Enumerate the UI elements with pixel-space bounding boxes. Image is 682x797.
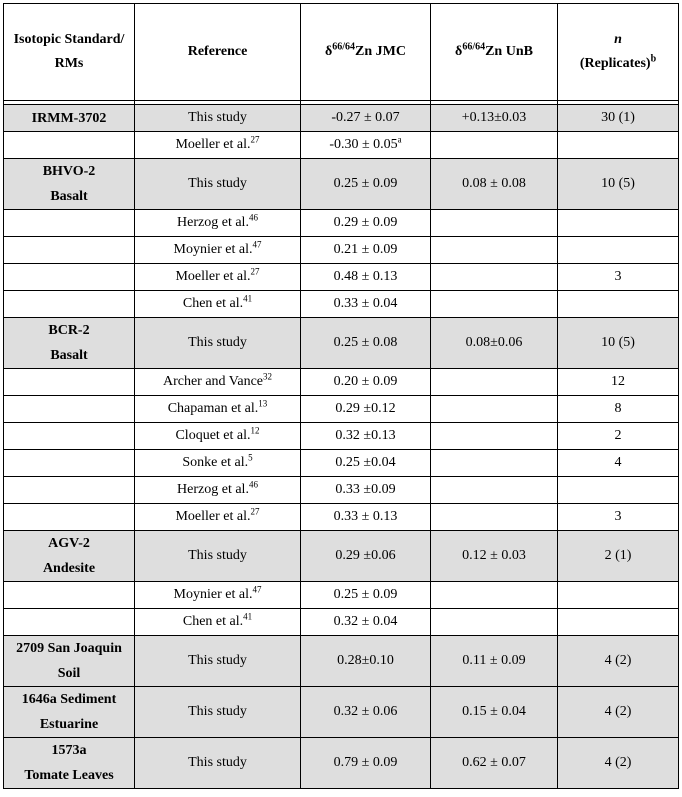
jmc-text: 0.29 ±0.06 xyxy=(335,548,396,563)
jmc-value xyxy=(301,318,431,369)
standard-name xyxy=(4,450,135,477)
reference-text: Moeller et al. xyxy=(175,137,251,152)
reference-citation: 41 xyxy=(243,611,253,622)
reference-text: Moeller et al. xyxy=(175,269,251,284)
jmc-text: 0.25 ± 0.09 xyxy=(333,176,398,191)
jmc-value xyxy=(301,264,431,291)
header-row xyxy=(4,4,679,101)
standard-name-line: Estuarine xyxy=(39,717,99,732)
jmc-text: 0.21 ± 0.09 xyxy=(333,242,398,257)
replicates-value xyxy=(558,291,679,318)
standard-name xyxy=(4,609,135,636)
replicates-value xyxy=(558,609,679,636)
unb-value xyxy=(431,396,558,423)
unb-value xyxy=(431,291,558,318)
jmc-value xyxy=(301,105,431,132)
header-unb-post: Zn UnB xyxy=(485,44,533,59)
jmc-text: 0.79 ± 0.09 xyxy=(333,755,398,770)
unb-value xyxy=(431,582,558,609)
standard-name xyxy=(4,582,135,609)
unb-value: 0.08±0.06 xyxy=(431,318,558,369)
reference-text: This study xyxy=(188,704,247,719)
jmc-value xyxy=(301,531,431,582)
table-row xyxy=(4,264,679,291)
replicates-value: 4 (2) xyxy=(558,636,679,687)
table-row xyxy=(4,609,679,636)
table-row xyxy=(4,477,679,504)
reference-cell xyxy=(135,105,301,132)
reference-citation: 12 xyxy=(250,425,260,436)
jmc-text: 0.25 ± 0.08 xyxy=(333,335,398,350)
reference-cell xyxy=(135,396,301,423)
reference-cell xyxy=(135,687,301,738)
reference-text: This study xyxy=(188,653,247,668)
jmc-text: 0.33 ± 0.04 xyxy=(333,296,398,311)
standard-name xyxy=(4,291,135,318)
unb-value: +0.13±0.03 xyxy=(431,105,558,132)
unb-value xyxy=(431,477,558,504)
header-replicates xyxy=(558,4,679,101)
reference-text: Chapaman et al. xyxy=(167,401,259,416)
table-row xyxy=(4,369,679,396)
header-unb-sup: 66/64 xyxy=(462,41,486,53)
reference-citation: 46 xyxy=(248,479,258,490)
replicates-value: 10 (5) xyxy=(558,318,679,369)
jmc-value xyxy=(301,132,431,159)
table-row xyxy=(4,423,679,450)
reference-citation: 41 xyxy=(243,293,253,304)
jmc-text: 0.48 ± 0.13 xyxy=(333,269,398,284)
standard-name xyxy=(4,504,135,531)
unb-value: 0.11 ± 0.09 xyxy=(431,636,558,687)
reference-cell xyxy=(135,504,301,531)
replicates-value: 8 xyxy=(558,396,679,423)
standard-name xyxy=(4,210,135,237)
standard-name xyxy=(4,477,135,504)
standard-name-line: BHVO-2 xyxy=(42,164,96,179)
reference-text: Cloquet et al. xyxy=(175,428,251,443)
reference-cell xyxy=(135,609,301,636)
jmc-text: -0.30 ± 0.05 xyxy=(329,137,398,152)
unb-value: 0.12 ± 0.03 xyxy=(431,531,558,582)
replicates-value xyxy=(558,210,679,237)
jmc-value xyxy=(301,477,431,504)
unb-value xyxy=(431,423,558,450)
isotope-table xyxy=(3,3,679,789)
header-standard xyxy=(4,4,135,101)
reference-text: Archer and Vance xyxy=(162,374,264,389)
reference-citation: 27 xyxy=(250,506,260,517)
reference-citation: 13 xyxy=(258,398,268,409)
table-row xyxy=(4,738,679,789)
reference-citation: 27 xyxy=(250,134,260,145)
table-row xyxy=(4,450,679,477)
unb-value xyxy=(431,210,558,237)
jmc-value xyxy=(301,738,431,789)
standard-name xyxy=(4,264,135,291)
reference-cell xyxy=(135,369,301,396)
standard-name xyxy=(4,423,135,450)
standard-name xyxy=(4,738,135,789)
header-jmc-post: Zn JMC xyxy=(355,44,406,59)
standard-name-line: Andesite xyxy=(42,561,96,576)
jmc-text: 0.32 ± 0.06 xyxy=(333,704,398,719)
jmc-value xyxy=(301,450,431,477)
reference-cell xyxy=(135,132,301,159)
replicates-value xyxy=(558,477,679,504)
jmc-value xyxy=(301,396,431,423)
jmc-text: 0.25 ±0.04 xyxy=(335,455,396,470)
replicates-value: 4 (2) xyxy=(558,738,679,789)
jmc-value xyxy=(301,687,431,738)
replicates-value: 30 (1) xyxy=(558,105,679,132)
jmc-text: 0.33 ± 0.13 xyxy=(333,509,398,524)
jmc-text: 0.25 ± 0.09 xyxy=(333,587,398,602)
jmc-value xyxy=(301,423,431,450)
replicates-value: 3 xyxy=(558,504,679,531)
reference-text: Chen et al. xyxy=(182,614,244,629)
unb-value xyxy=(431,504,558,531)
unb-value: 0.08 ± 0.08 xyxy=(431,159,558,210)
reference-text: This study xyxy=(188,335,247,350)
table-row xyxy=(4,105,679,132)
header-n: n xyxy=(614,32,622,47)
table-row xyxy=(4,132,679,159)
jmc-value xyxy=(301,237,431,264)
replicates-value: 10 (5) xyxy=(558,159,679,210)
standard-name xyxy=(4,318,135,369)
header-replicates-label: (Replicates) xyxy=(579,56,651,71)
reference-cell xyxy=(135,450,301,477)
standard-name-line: Basalt xyxy=(50,189,88,204)
jmc-text: 0.29 ± 0.09 xyxy=(333,215,398,230)
reference-text: Moynier et al. xyxy=(173,242,253,257)
reference-text: Herzog et al. xyxy=(177,482,249,497)
table-row xyxy=(4,582,679,609)
reference-citation: 5 xyxy=(248,452,253,463)
jmc-text: -0.27 ± 0.07 xyxy=(331,110,400,125)
reference-cell xyxy=(135,237,301,264)
standard-name xyxy=(4,132,135,159)
standard-name-line: AGV-2 xyxy=(48,536,90,551)
reference-cell xyxy=(135,318,301,369)
reference-text: This study xyxy=(188,176,247,191)
header-standard-line2: RMs xyxy=(54,56,84,71)
jmc-text: 0.32 ± 0.04 xyxy=(333,614,398,629)
unb-value xyxy=(431,237,558,264)
table-row xyxy=(4,210,679,237)
reference-text: Chen et al. xyxy=(182,296,244,311)
standard-name-line: 1573a xyxy=(51,743,87,758)
standard-name xyxy=(4,531,135,582)
jmc-value xyxy=(301,291,431,318)
standard-name xyxy=(4,369,135,396)
standard-name xyxy=(4,159,135,210)
reference-cell xyxy=(135,636,301,687)
unb-value xyxy=(431,369,558,396)
unb-value xyxy=(431,132,558,159)
reference-text: Herzog et al. xyxy=(177,215,249,230)
replicates-value: 4 xyxy=(558,450,679,477)
reference-cell xyxy=(135,477,301,504)
reference-citation: 27 xyxy=(250,266,260,277)
reference-citation: 47 xyxy=(252,584,262,595)
unb-value: 0.15 ± 0.04 xyxy=(431,687,558,738)
jmc-text: 0.28±0.10 xyxy=(337,653,394,668)
standard-name xyxy=(4,636,135,687)
reference-cell xyxy=(135,159,301,210)
table-row xyxy=(4,687,679,738)
header-replicates-sup: b xyxy=(650,53,657,65)
jmc-value xyxy=(301,159,431,210)
unb-value xyxy=(431,264,558,291)
header-reference: Reference xyxy=(135,4,301,101)
standard-name-line: Basalt xyxy=(50,348,88,363)
standard-name-line: IRMM-3702 xyxy=(31,110,107,126)
replicates-value xyxy=(558,132,679,159)
unb-value: 0.62 ± 0.07 xyxy=(431,738,558,789)
header-unb xyxy=(431,4,558,101)
jmc-text: 0.33 ±0.09 xyxy=(335,482,396,497)
standard-name xyxy=(4,237,135,264)
jmc-value xyxy=(301,582,431,609)
reference-cell xyxy=(135,531,301,582)
table-row xyxy=(4,636,679,687)
replicates-value: 3 xyxy=(558,264,679,291)
reference-cell xyxy=(135,738,301,789)
reference-text: Sonke et al. xyxy=(182,455,249,470)
jmc-footnote: a xyxy=(397,134,402,145)
standard-name-line: Tomate Leaves xyxy=(24,768,114,783)
replicates-value: 2 xyxy=(558,423,679,450)
table-row xyxy=(4,237,679,264)
standard-name-line: 1646a Sediment xyxy=(21,692,117,707)
replicates-value xyxy=(558,582,679,609)
header-unb-pre: δ xyxy=(455,44,463,59)
table-row xyxy=(4,396,679,423)
header-jmc-sup: 66/64 xyxy=(332,41,356,53)
standard-name-line: 2709 San Joaquin xyxy=(16,641,122,656)
standard-name xyxy=(4,687,135,738)
reference-cell xyxy=(135,291,301,318)
standard-name xyxy=(4,396,135,423)
unb-value xyxy=(431,450,558,477)
table-row xyxy=(4,318,679,369)
jmc-value xyxy=(301,369,431,396)
replicates-value: 12 xyxy=(558,369,679,396)
standard-name-line: BCR-2 xyxy=(48,323,90,338)
standard-name xyxy=(4,105,135,132)
reference-cell xyxy=(135,423,301,450)
reference-text: This study xyxy=(188,548,247,563)
reference-citation: 46 xyxy=(248,212,258,223)
unb-value xyxy=(431,609,558,636)
table-row xyxy=(4,291,679,318)
replicates-value: 2 (1) xyxy=(558,531,679,582)
jmc-value xyxy=(301,609,431,636)
replicates-value: 4 (2) xyxy=(558,687,679,738)
reference-citation: 32 xyxy=(263,371,273,382)
reference-cell xyxy=(135,582,301,609)
replicates-value xyxy=(558,237,679,264)
jmc-value xyxy=(301,210,431,237)
table-row xyxy=(4,159,679,210)
header-standard-line1: Isotopic Standard/ xyxy=(13,32,125,47)
reference-text: This study xyxy=(188,755,247,770)
reference-text: Moynier et al. xyxy=(173,587,253,602)
reference-cell xyxy=(135,210,301,237)
jmc-text: 0.20 ± 0.09 xyxy=(333,374,398,389)
reference-text: This study xyxy=(188,110,247,125)
header-jmc xyxy=(301,4,431,101)
table-body xyxy=(4,105,679,789)
standard-name-line: Soil xyxy=(57,666,81,681)
reference-citation: 47 xyxy=(252,239,262,250)
header-jmc-pre: δ xyxy=(324,44,333,59)
jmc-value xyxy=(301,636,431,687)
table-row xyxy=(4,531,679,582)
jmc-text: 0.29 ±0.12 xyxy=(335,401,396,416)
reference-cell xyxy=(135,264,301,291)
table-row xyxy=(4,504,679,531)
jmc-value xyxy=(301,504,431,531)
reference-text: Moeller et al. xyxy=(175,509,251,524)
jmc-text: 0.32 ±0.13 xyxy=(335,428,396,443)
